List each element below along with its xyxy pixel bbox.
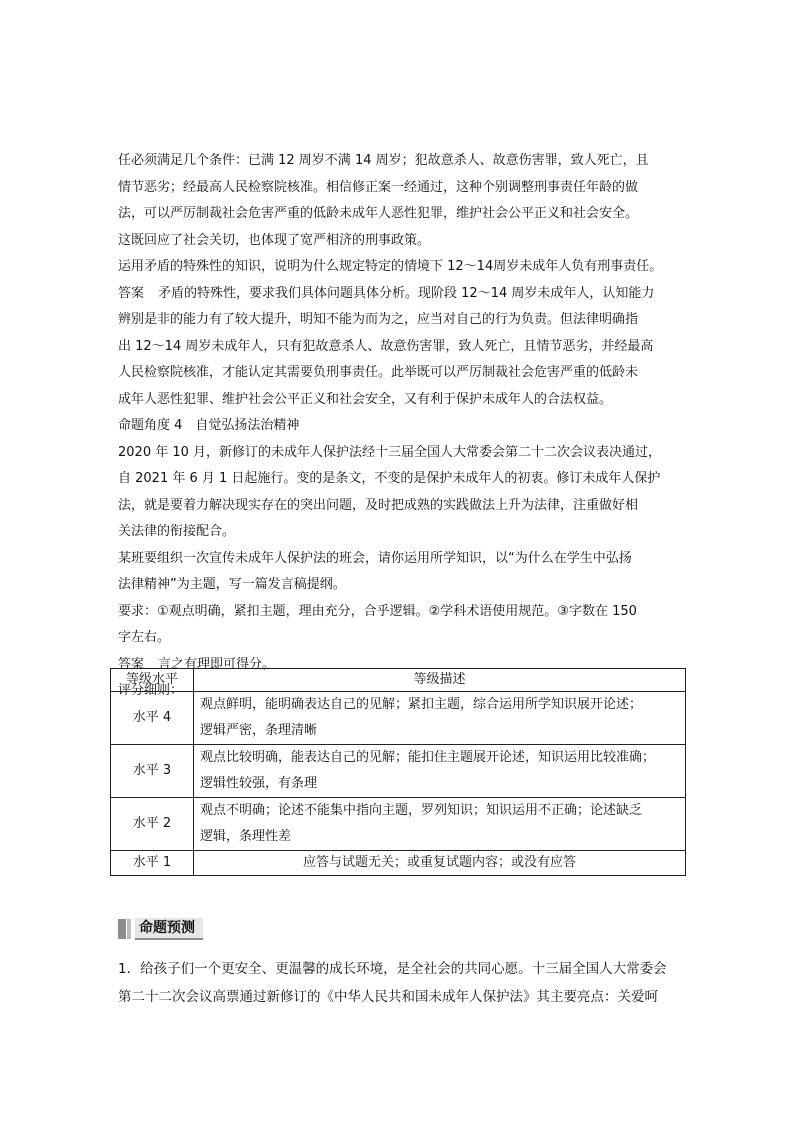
section-header [118,918,203,940]
answer-line: 出 12～14 周岁未成年人，只有犯故意杀人、故意伤害罪，致人死亡，且情节恶劣，并经最高 [118,338,654,354]
material-line: 自 2021 年 6 月 1 日起施行。变的是条文，不变的是保护未成年人的初衷。修订未成年人保护 [118,471,661,486]
section-marker-icon [127,919,131,939]
table-header-desc: 等级描述 [194,669,686,692]
grade-table [110,668,686,876]
desc-line: 观点比较明确，能表达自己的见解；能扣住主题展开论述，知识运用比较准确； [200,750,656,765]
table-cell-desc [194,692,686,745]
section-marker-icon [118,919,126,939]
rubric-label: 评分细则： [118,683,184,698]
task-line: 某班要组织一次宣传未成年人保护法的班会，请你运用所学知识，以“为什么在学生中弘扬 [118,550,632,566]
table-row [111,851,686,876]
answer-label: 答案 [118,285,145,301]
desc-line: 逻辑，条理性差 [200,829,292,844]
table-cell-level: 水平 3 [111,745,194,798]
requirement-line: 字左右。 [118,630,171,645]
material-line: 法，就是要着力解决现实存在的突出问题，及时把成熟的实践做法上升为法律，注重做好相 [118,497,639,513]
prediction-block [118,955,686,1011]
paragraph-line: 法，可以严厉制裁社会危害严重的低龄未成年人恶性犯罪，维护社会公平正义和社会安全。 [118,206,639,221]
material-line: 2020 年 10 月，新修订的未成年人保护法经十三届全国人大常委会第二十二次会议表决通过， [118,444,662,460]
answer-text: 言之有理即可得分。 [158,656,276,672]
task-line: 法律精神”为主题，写一篇发言稿提纲。 [118,577,346,592]
section-title: 命题预测 [135,918,203,940]
question-text: 运用矛盾的特殊性的知识，说明为什么规定特定的情境下 12～14周岁未成年人负有刑事责任。 [118,259,663,274]
table-row [111,745,686,798]
table-header-row [111,669,686,692]
paragraph-line: 情节恶劣；经最高人民检察院核准。相信修正案一经通过，这种个别调整刑事责任年龄的做 [118,179,639,195]
angle-title: 命题角度 4 自觉弘扬法治精神 [118,418,300,433]
table-row [111,798,686,851]
main-content [118,148,686,705]
desc-line: 观点不明确；论述不能集中指向主题，罗列知识；知识运用不正确；论述缺乏 [200,803,643,818]
answer-line: 辨别是非的能力有了较大提升，明知不能为而为之，应当对自己的行为负责。但法律明确指 [118,312,639,327]
requirement-line: 要求：①观点明确，紧扣主题，理由充分，合乎逻辑。②学科术语使用规范。③字数在 150 [118,603,637,619]
table-cell-level: 水平 2 [111,798,194,851]
answer-line [118,281,686,308]
answer-line: 人民检察院核准，才能认定其需要负刑事责任。此举既可以严厉制裁社会危害严重的低龄未 [118,365,639,380]
paragraph-line: 任必须满足几个条件：已满 12 周岁不满 14 周岁；犯故意杀人、故意伤害罪，致人死亡，且 [118,153,649,168]
table-header-level: 等级水平 [111,669,194,692]
answer-label: 答案 [118,656,145,672]
desc-line: 观点鲜明，能明确表达自己的见解；紧扣主题，综合运用所学知识展开论述； [200,697,643,712]
table-cell-desc: 应答与试题无关；或重复试题内容；或没有应答 [194,851,686,876]
table-cell-level: 水平 1 [111,851,194,876]
table-cell-desc [194,798,686,851]
desc-line: 逻辑严密，条理清晰 [200,723,318,738]
desc-line: 逻辑性较强，有条理 [200,776,318,791]
prediction-line: 第二十二次会议高票通过新修订的《中华人民共和国未成年人保护法》其主要亮点：关爱呵 [118,989,658,1005]
answer-line: 成年人恶性犯罪、维护社会公平正义和社会安全，又有利于保护未成年人的合法权益。 [118,391,613,407]
table-cell-level: 水平 4 [111,692,194,745]
table-cell-desc [194,745,686,798]
answer-text: 矛盾的特殊性，要求我们具体问题具体分析。现阶段 12～14 周岁未成年人，认知能力 [158,285,655,301]
prediction-line: 1．给孩子们一个更安全、更温馨的成长环境，是全社会的共同心愿。十三届全国人大常委会 [118,961,667,977]
paragraph-line: 这既回应了社会关切，也体现了宽严相济的刑事政策。 [118,232,431,248]
table-row [111,692,686,745]
material-line: 关法律的衔接配合。 [118,524,236,539]
